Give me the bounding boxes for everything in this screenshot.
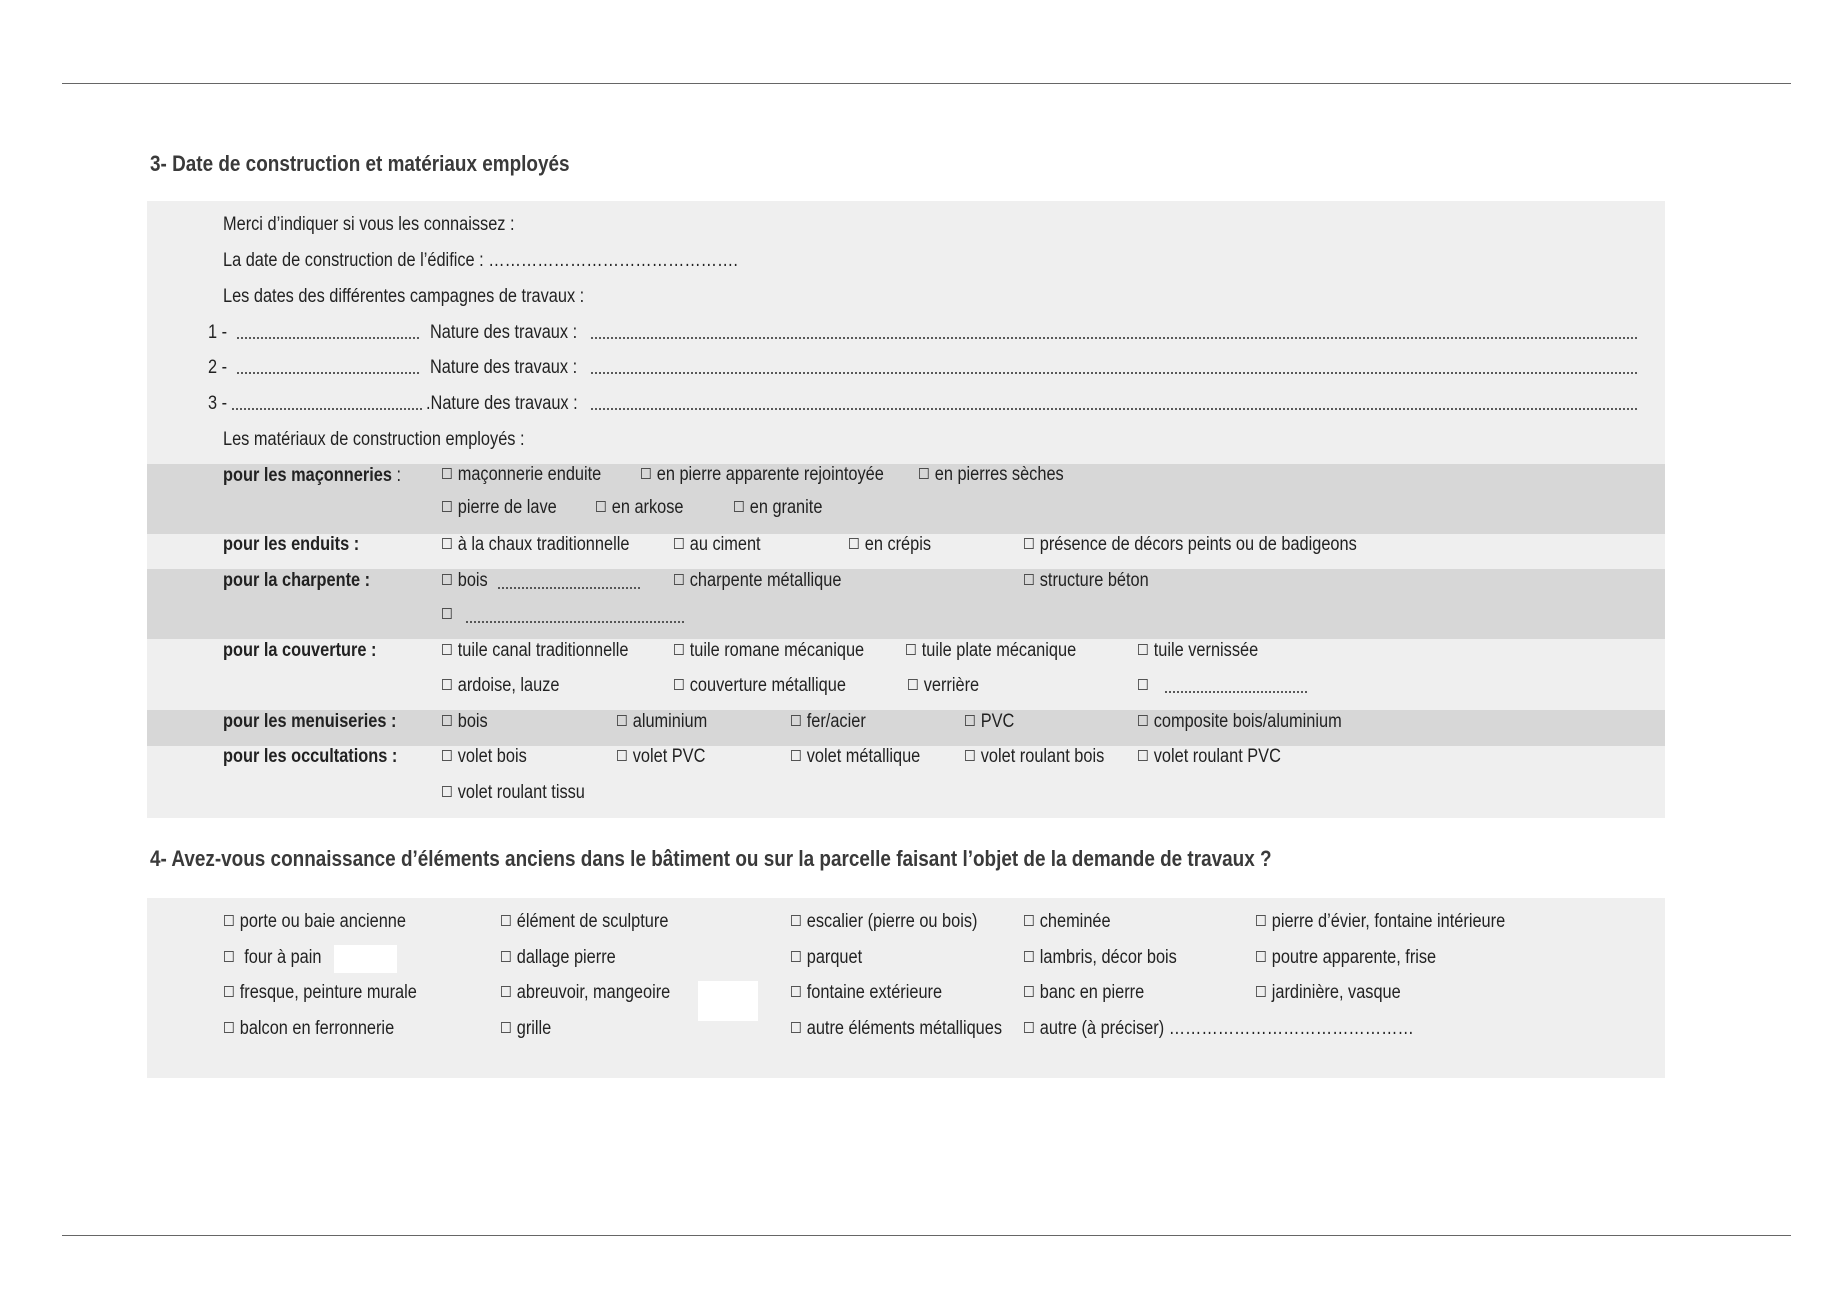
option-tuile-plate[interactable]: ☐ tuile plate mécanique xyxy=(905,640,1077,661)
checkbox-icon[interactable]: ☐ xyxy=(1023,912,1035,930)
option-composite[interactable]: ☐ composite bois/aluminium xyxy=(1137,711,1342,732)
checkbox-icon[interactable]: ☐ xyxy=(1023,948,1035,966)
construction-date-field[interactable]: ………………………………………. xyxy=(488,250,738,271)
checkbox-icon[interactable]: ☐ xyxy=(1023,983,1035,1001)
option-volet-roulant-pvc[interactable]: ☐ volet roulant PVC xyxy=(1137,746,1281,767)
option-volet-metallique[interactable]: ☐ volet métallique xyxy=(790,746,921,767)
item-banc-pierre[interactable]: ☐ banc en pierre xyxy=(1023,982,1145,1003)
bottom-rule xyxy=(62,1235,1791,1236)
intro-text: Merci d’indiquer si vous les connaissez : xyxy=(223,214,515,235)
checkbox-icon[interactable]: ☐ xyxy=(500,912,512,930)
checkbox-icon[interactable]: ☐ xyxy=(1137,712,1149,730)
option-pierres-seches[interactable]: ☐ en pierres sèches xyxy=(918,464,1064,485)
section-3-title: 3- Date de construction et matériaux employés xyxy=(150,151,570,176)
checkbox-icon[interactable]: ☐ xyxy=(640,465,652,483)
construction-date-label: La date de construction de l’édifice : xyxy=(223,250,484,271)
item-parquet[interactable]: ☐ parquet xyxy=(790,947,863,968)
campaign-nature-label: .Nature des travaux : xyxy=(426,393,578,414)
checkbox-icon[interactable]: ☐ xyxy=(1023,535,1035,553)
campaign-nature-field[interactable] xyxy=(590,337,1638,339)
option-ciment[interactable]: ☐ au ciment xyxy=(673,534,761,555)
blank-patch xyxy=(698,981,758,1021)
row-label-enduits: pour les enduits : xyxy=(223,534,360,555)
item-fresque[interactable]: ☐ fresque, peinture murale xyxy=(223,982,417,1003)
checkbox-icon[interactable]: ☐ xyxy=(441,498,453,516)
item-four-a-pain[interactable]: ☐ four à pain xyxy=(223,947,322,968)
option-pvc[interactable]: ☐ PVC xyxy=(964,711,1015,732)
row-label-maconneries: pour les maçonneries : xyxy=(223,465,401,486)
checkbox-icon[interactable]: ☐ xyxy=(673,641,685,659)
option-ardoise-lauze[interactable]: ☐ ardoise, lauze xyxy=(441,675,560,696)
checkbox-icon[interactable]: ☐ xyxy=(790,1019,802,1037)
checkbox-icon[interactable]: ☐ xyxy=(223,948,235,966)
checkbox-icon[interactable]: ☐ xyxy=(441,465,453,483)
checkbox-icon[interactable]: ☐ xyxy=(673,535,685,553)
item-pierre-evier[interactable]: ☐ pierre d’évier, fontaine intérieure xyxy=(1255,911,1506,932)
campaign-nature-label: Nature des travaux : xyxy=(430,357,578,378)
construction-date-row xyxy=(223,250,738,272)
campaign-date-field[interactable] xyxy=(236,337,421,339)
item-autre-metalliques[interactable]: ☐ autre éléments métalliques xyxy=(790,1018,1003,1039)
checkbox-icon[interactable]: ☐ xyxy=(595,498,607,516)
item-dallage-pierre[interactable]: ☐ dallage pierre xyxy=(500,947,616,968)
option-tuile-canal[interactable]: ☐ tuile canal traditionnelle xyxy=(441,640,629,661)
option-volet-roulant-bois[interactable]: ☐ volet roulant bois xyxy=(964,746,1105,767)
campaign-date-field[interactable] xyxy=(236,372,421,374)
item-porte-baie[interactable]: ☐ porte ou baie ancienne xyxy=(223,911,406,932)
checkbox-icon[interactable]: ☐ xyxy=(1023,1019,1035,1037)
checkbox-icon[interactable]: ☐ xyxy=(964,747,976,765)
checkbox-icon[interactable]: ☐ xyxy=(223,1019,235,1037)
top-rule xyxy=(62,83,1791,84)
option-menuiserie-bois[interactable]: ☐ bois xyxy=(441,711,488,732)
row-label-menuiseries: pour les menuiseries : xyxy=(223,711,397,732)
checkbox-icon[interactable]: ☐ xyxy=(673,571,685,589)
option-structure-beton[interactable]: ☐ structure béton xyxy=(1023,570,1149,591)
option-granite[interactable]: ☐ en granite xyxy=(733,497,823,518)
item-grille[interactable]: ☐ grille xyxy=(500,1018,552,1039)
option-pierre-de-lave[interactable]: ☐ pierre de lave xyxy=(441,497,557,518)
materials-label: Les matériaux de construction employés : xyxy=(223,429,525,450)
charpente-bois-field[interactable] xyxy=(497,587,641,589)
charpente-autre-field[interactable] xyxy=(465,621,684,623)
checkbox-icon[interactable]: ☐ xyxy=(673,676,685,694)
checkbox-icon[interactable]: ☐ xyxy=(1137,641,1149,659)
item-escalier[interactable]: ☐ escalier (pierre ou bois) xyxy=(790,911,978,932)
option-pierre-apparente[interactable]: ☐ en pierre apparente rejointoyée xyxy=(640,464,884,485)
item-autre-preciser[interactable]: ☐ autre (à préciser) ……………………………………… xyxy=(1023,1018,1414,1039)
checkbox-icon[interactable]: ☐ xyxy=(223,983,235,1001)
option-couverture-metallique[interactable]: ☐ couverture métallique xyxy=(673,675,846,696)
campaign-number: 3 - xyxy=(208,393,228,414)
option-aluminium[interactable]: ☐ aluminium xyxy=(616,711,708,732)
checkbox-icon[interactable]: ☐ xyxy=(616,712,628,730)
item-abreuvoir[interactable]: ☐ abreuvoir, mangeoire xyxy=(500,982,671,1003)
checkbox-icon[interactable]: ☐ xyxy=(1255,983,1267,1001)
checkbox-icon[interactable]: ☐ xyxy=(790,912,802,930)
section-4-title: 4- Avez-vous connaissance d’éléments anciens dans le bâtiment ou sur la parcelle faisant l’objet de la demande de travaux ? xyxy=(150,846,1272,871)
checkbox-icon[interactable]: ☐ xyxy=(1137,747,1149,765)
option-chaux[interactable]: ☐ à la chaux traditionnelle xyxy=(441,534,630,555)
checkbox-icon[interactable]: ☐ xyxy=(441,641,453,659)
option-maconnerie-enduite[interactable]: ☐ maçonnerie enduite xyxy=(441,464,602,485)
item-cheminee[interactable]: ☐ cheminée xyxy=(1023,911,1111,932)
checkbox-icon[interactable]: ☐ xyxy=(790,747,802,765)
checkbox-icon[interactable]: ☐ xyxy=(1023,571,1035,589)
option-fer-acier[interactable]: ☐ fer/acier xyxy=(790,711,866,732)
item-fontaine-exterieure[interactable]: ☐ fontaine extérieure xyxy=(790,982,943,1003)
checkbox-icon[interactable]: ☐ xyxy=(907,676,919,694)
item-jardiniere[interactable]: ☐ jardinière, vasque xyxy=(1255,982,1401,1003)
checkbox-icon[interactable]: ☐ xyxy=(1255,912,1267,930)
item-balcon[interactable]: ☐ balcon en ferronnerie xyxy=(223,1018,395,1039)
checkbox-icon[interactable]: ☐ xyxy=(441,535,453,553)
option-charpente-metallique[interactable]: ☐ charpente métallique xyxy=(673,570,842,591)
checkbox-icon[interactable]: ☐ xyxy=(500,983,512,1001)
couverture-autre-field[interactable] xyxy=(1164,691,1308,693)
checkbox-icon[interactable]: ☐ xyxy=(616,747,628,765)
checkbox-icon[interactable]: ☐ xyxy=(905,641,917,659)
checkbox-icon[interactable]: ☐ xyxy=(500,948,512,966)
campaign-number: 1 - xyxy=(208,322,228,343)
checkbox-icon[interactable]: ☐ xyxy=(1137,676,1149,694)
campaign-date-field[interactable] xyxy=(231,408,424,410)
band-charpente xyxy=(147,569,1665,639)
checkbox-icon[interactable]: ☐ xyxy=(441,747,453,765)
blank-patch xyxy=(334,945,397,973)
campaign-number: 2 - xyxy=(208,357,228,378)
checkbox-icon[interactable]: ☐ xyxy=(441,712,453,730)
row-label-couverture: pour la couverture : xyxy=(223,640,377,661)
checkbox-icon[interactable]: ☐ xyxy=(500,1019,512,1037)
checkbox-icon[interactable]: ☐ xyxy=(790,983,802,1001)
checkbox-icon[interactable]: ☐ xyxy=(733,498,745,516)
checkbox-icon[interactable]: ☐ xyxy=(964,712,976,730)
item-lambris[interactable]: ☐ lambris, décor bois xyxy=(1023,947,1177,968)
checkbox-icon[interactable]: ☐ xyxy=(441,783,453,801)
campaign-nature-field[interactable] xyxy=(590,408,1638,410)
option-couverture-autre[interactable] xyxy=(1137,675,1154,697)
checkbox-icon[interactable]: ☐ xyxy=(790,712,802,730)
checkbox-icon[interactable]: ☐ xyxy=(441,571,453,589)
row-label-occultations: pour les occultations : xyxy=(223,746,398,767)
option-charpente-autre[interactable] xyxy=(441,604,458,626)
checkbox-icon[interactable]: ☐ xyxy=(848,535,860,553)
checkbox-icon[interactable]: ☐ xyxy=(441,676,453,694)
option-arkose[interactable]: ☐ en arkose xyxy=(595,497,684,518)
checkbox-icon[interactable]: ☐ xyxy=(223,912,235,930)
option-decors-peints[interactable]: ☐ présence de décors peints ou de badigeons xyxy=(1023,534,1357,555)
item-sculpture[interactable]: ☐ élément de sculpture xyxy=(500,911,669,932)
option-volet-roulant-tissu[interactable]: ☐ volet roulant tissu xyxy=(441,782,585,803)
item-poutre[interactable]: ☐ poutre apparente, frise xyxy=(1255,947,1437,968)
option-verriere[interactable]: ☐ verrière xyxy=(907,675,980,696)
option-tuile-vernissee[interactable]: ☐ tuile vernissée xyxy=(1137,640,1259,661)
campaign-nature-label: Nature des travaux : xyxy=(430,322,578,343)
campaigns-label: Les dates des différentes campagnes de travaux : xyxy=(223,286,585,307)
checkbox-icon[interactable]: ☐ xyxy=(918,465,930,483)
checkbox-icon[interactable]: ☐ xyxy=(441,605,453,623)
campaign-nature-field[interactable] xyxy=(590,372,1638,374)
checkbox-icon[interactable]: ☐ xyxy=(1255,948,1267,966)
option-tuile-romane[interactable]: ☐ tuile romane mécanique xyxy=(673,640,865,661)
option-crepis[interactable]: ☐ en crépis xyxy=(848,534,932,555)
other-fill-field[interactable]: ……………………………………… xyxy=(1168,1018,1414,1039)
row-label-charpente: pour la charpente : xyxy=(223,570,371,591)
option-volet-bois[interactable]: ☐ volet bois xyxy=(441,746,527,767)
checkbox-icon[interactable]: ☐ xyxy=(790,948,802,966)
option-volet-pvc[interactable]: ☐ volet PVC xyxy=(616,746,706,767)
option-charpente-bois[interactable]: ☐ bois xyxy=(441,570,488,591)
